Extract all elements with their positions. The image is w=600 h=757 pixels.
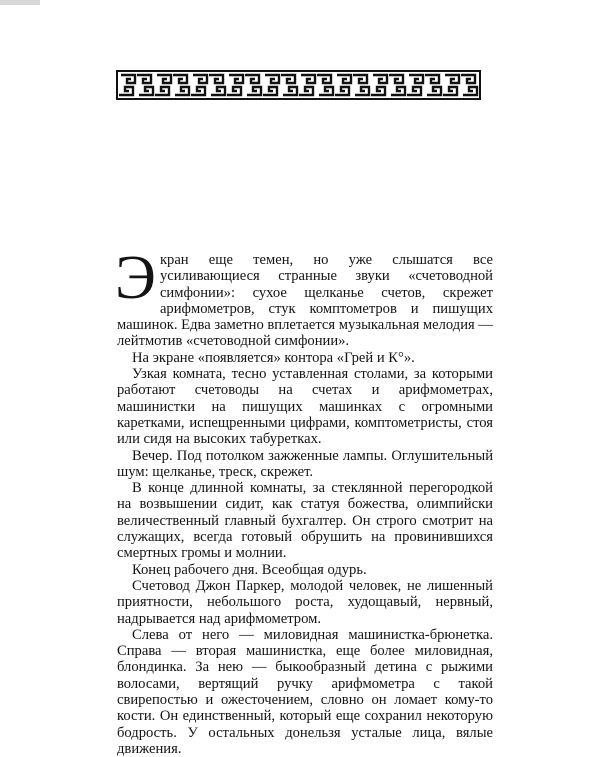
text-body bbox=[115, 244, 493, 757]
ornament-motif bbox=[245, 75, 261, 95]
ornament-motif bbox=[317, 75, 333, 95]
ornament-motif bbox=[119, 75, 135, 95]
ornament-motif bbox=[155, 75, 171, 95]
paragraph-1 bbox=[115, 244, 493, 350]
ornament-motif bbox=[461, 75, 477, 95]
drop-cap: Э bbox=[115, 244, 156, 312]
paragraph-6: Конец рабочего дня. Всеобщая одурь. bbox=[132, 561, 367, 578]
ornament-motif bbox=[137, 75, 153, 95]
paragraph-2: На экране «появляется» контора «Грей и К°». bbox=[132, 349, 415, 366]
ornament-motif bbox=[443, 75, 459, 95]
ornament-motif bbox=[173, 75, 189, 95]
ornament-motif bbox=[191, 75, 207, 95]
ornament-motif bbox=[227, 75, 243, 95]
paragraph-3: Узкая комната, тесно уставленная столами, за которыми работают счетоводы на счетах и арифмометрах, машинистки на пишущих машинках с огромными каретками, испещренными цифрами, комптометристы, стоя или сидя на высоких табуретках. bbox=[117, 366, 493, 448]
ornament-motif bbox=[353, 75, 369, 95]
paragraph-5: В конце длинной комнаты, за стеклянной перегородкой на возвышении сидит, как статуя божества, олимпийски величественный главный бухгалтер. Он строго смотрит на служащих, всегда готовый обрушить на провинившихся смертных громы и молнии. bbox=[117, 480, 493, 562]
ornament-motif bbox=[371, 75, 387, 95]
ornament-motif bbox=[407, 75, 423, 95]
ornament-motif bbox=[281, 75, 297, 95]
ornament-band bbox=[116, 70, 481, 100]
paragraph-7: Счетовод Джон Паркер, молодой человек, не лишенный приятности, небольшого роста, худощавый, нервный, надрывается над арифмометром. bbox=[117, 577, 493, 627]
ornament-motif bbox=[335, 75, 351, 95]
ornament-motif bbox=[209, 75, 225, 95]
ornament-motif bbox=[299, 75, 315, 95]
paragraph-8: Слева от него — миловидная машинистка-брюнетка. Справа — вторая машинистка, еще более миловидная, блондинка. За нею — быкообразный детина с рыжими волосами, вертящий ручку арифмометра с такой свирепостью и ожесточением, словно он ломает кому-то кости. Он единственный, который еще сохранил некоторую бодрость. У остальных донельзя усталые лица, вялые движения. bbox=[117, 626, 493, 757]
ornament-motif bbox=[425, 75, 441, 95]
ornament-motif bbox=[263, 75, 279, 95]
paragraph-4: Вечер. Под потолком зажженные лампы. Оглушительный шум: щелканье, треск, скрежет. bbox=[117, 447, 493, 480]
page-corner-mark bbox=[0, 0, 40, 5]
ornament-motif bbox=[389, 75, 405, 95]
ornament-pattern bbox=[118, 72, 479, 98]
paragraph-1-text: кран еще темен, но уже слышатся все усиливающиеся странные звуки «счетоводной симфонии»: сухое щелканье счетов, скрежет арифмометров, стук комптометров и пишущих машинок. Едва заметно вплетается музыкальная мелодия — лейтмотив «счетоводной симфонии». bbox=[117, 252, 493, 350]
